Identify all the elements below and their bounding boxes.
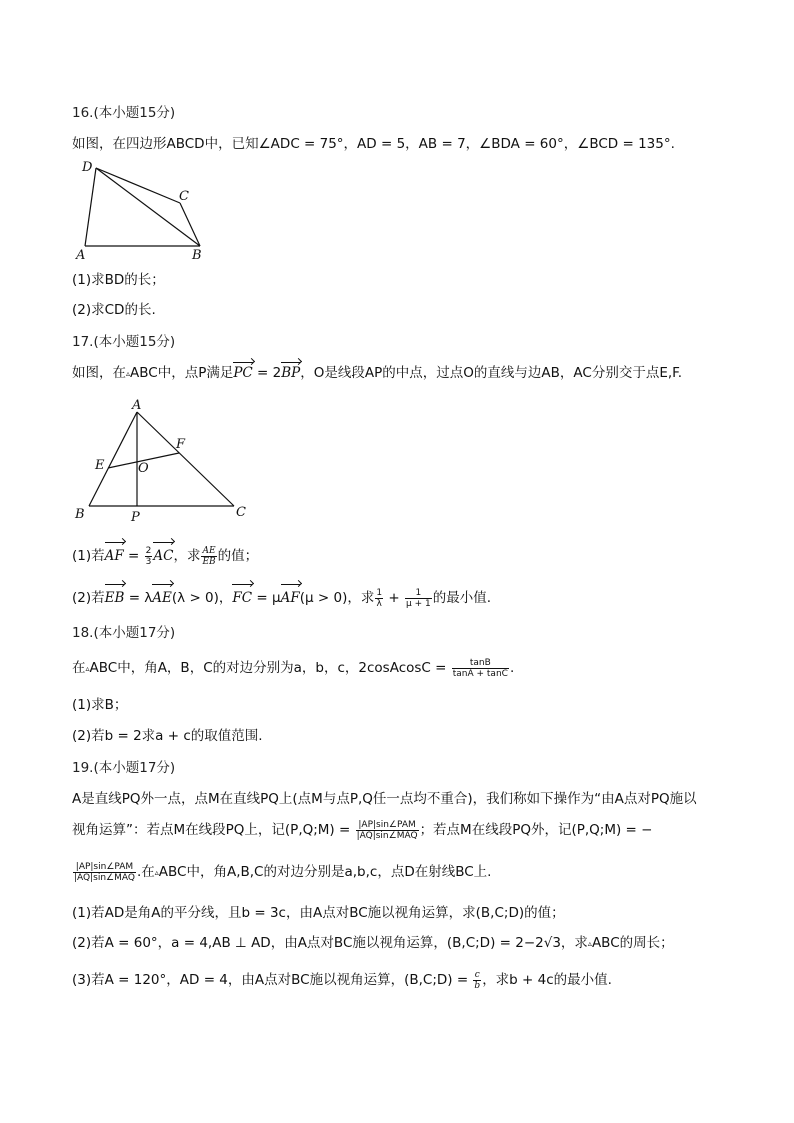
denominator: μ + 1 <box>405 598 431 609</box>
text: = 2 <box>252 365 282 381</box>
text: 的值； <box>217 548 259 564</box>
numerator: |AP|sin∠PAM <box>73 862 136 873</box>
fraction-ratio-outer <box>73 862 136 883</box>
vector-af: AF <box>105 544 124 568</box>
q16-part2: (2)求CD的长. <box>72 302 156 318</box>
text: (λ > 0)， <box>171 590 233 606</box>
text: 的最小值. <box>432 590 491 606</box>
numerator: |AP|sin∠PAM <box>356 820 419 831</box>
denominator: b <box>474 980 481 991</box>
fraction-c-over-b <box>473 970 481 991</box>
text: (3)若A = 120°，AD = 4，由A点对BC施以视角运算，(B,C;D) = <box>72 972 473 988</box>
denominator: |AQ|sin∠MAQ <box>356 830 418 841</box>
denominator: EB <box>202 556 216 567</box>
q19-part3 <box>72 968 612 992</box>
denominator: tanA + tanC <box>452 668 508 679</box>
text: ，求b + 4c的最小值. <box>482 972 612 988</box>
label-A: A <box>132 398 142 413</box>
q19-part2 <box>72 934 674 953</box>
numerator: 2 <box>145 545 152 556</box>
denominator: λ <box>376 598 382 609</box>
fraction-two-thirds <box>145 546 153 567</box>
q17-part2 <box>72 586 491 610</box>
edge-AD <box>85 168 96 246</box>
q18-part2: (2)若b = 2求a + c的取值范围. <box>72 728 263 744</box>
text: ABC的周长； <box>591 935 674 951</box>
text: (1)若 <box>72 548 105 564</box>
q16-part1: (1)求BD的长； <box>72 272 165 288</box>
edge-DB <box>96 168 200 246</box>
vector-ac: AC <box>153 544 173 568</box>
label-C: C <box>236 505 246 520</box>
q17-figure <box>72 394 256 526</box>
text: + <box>384 590 404 606</box>
label-F: F <box>176 437 186 452</box>
q16-figure <box>74 156 214 262</box>
q19-header: 19.(本小题17分) <box>72 760 176 776</box>
text: ；若点M在线段PQ外，记(P,Q;M) = − <box>419 822 653 838</box>
text: (2)若A = 60°，a = 4,AB ⊥ AD，由A点对BC施以视角运算，(B,C;D) = 2−2√3，求 <box>72 935 588 951</box>
label-B: B <box>75 507 85 522</box>
text: ABC中，角A，B，C的对边分别为a，b，c，2cosAcosC = <box>89 660 451 676</box>
q18-part1: (1)求B； <box>72 697 128 713</box>
fraction-one-over-mu-plus-one <box>405 588 432 609</box>
vector-ae: AE <box>152 586 172 610</box>
label-A: A <box>76 248 86 262</box>
label-D: D <box>82 160 93 175</box>
text: = <box>123 548 144 564</box>
text: = λ <box>124 590 153 606</box>
text: = μ <box>252 590 281 606</box>
label-O: O <box>138 461 149 476</box>
text: ，求 <box>173 548 201 564</box>
text: (μ > 0)，求 <box>299 590 375 606</box>
vector-pc: PC <box>233 365 253 381</box>
label-C: C <box>179 189 189 204</box>
q17-header: 17.(本小题15分) <box>72 334 176 350</box>
text: (2)若 <box>72 590 105 606</box>
q17-part1 <box>72 544 258 568</box>
vector-fc: FC <box>232 586 252 610</box>
denominator: 3 <box>145 556 152 567</box>
q16-header: 16.(本小题15分) <box>72 105 176 121</box>
fraction-one-over-lambda <box>375 588 383 609</box>
q19-line1: A是直线PQ外一点，点M在直线PQ上(点M与点P,Q任一点均不重合)，我们称如下操作为“由A点对PQ施以 <box>72 791 697 807</box>
q18-header: 18.(本小题17分) <box>72 625 176 641</box>
denominator: |AQ|sin∠MAQ <box>74 872 135 883</box>
vector-af: AF <box>281 586 300 610</box>
triangle-symbol: ▵ <box>154 868 159 877</box>
q19-part1: (1)若AD是角A的平分线，且b = 3c，由A点对BC施以视角运算，求(B,C;D)的值； <box>72 905 565 921</box>
edge-DC <box>96 168 180 203</box>
q18-stem <box>72 656 514 681</box>
text: ABC中，点P满足 <box>130 365 234 381</box>
label-B: B <box>192 248 202 262</box>
label-E: E <box>95 458 105 473</box>
fraction-ae-eb <box>201 546 216 567</box>
fraction-ratio-inner <box>356 820 419 841</box>
triangle-symbol: ▵ <box>85 664 90 673</box>
vector-eb: EB <box>105 586 125 610</box>
triangle-symbol: ▵ <box>587 939 592 948</box>
vector-bp: BP <box>281 365 301 381</box>
text: .在 <box>136 864 155 880</box>
numerator: AE <box>202 545 216 556</box>
triangle-symbol: ▵ <box>126 369 131 378</box>
edge-CB <box>180 203 200 246</box>
label-P: P <box>131 510 140 525</box>
text: 视角运算”：若点M在线段PQ上，记(P,Q;M) = <box>72 822 355 838</box>
text: 如图，在 <box>72 365 126 381</box>
q19-line3 <box>72 859 491 886</box>
numerator: c <box>474 969 480 980</box>
text: 在 <box>72 660 86 676</box>
fraction-tan <box>452 658 509 679</box>
q19-line2 <box>72 817 652 843</box>
text: ，O是线段AP的中点，过点O的直线与边AB，AC分别交于点E,F. <box>300 365 683 381</box>
q17-stem <box>72 364 682 383</box>
numerator: 1 <box>376 587 383 598</box>
numerator: tanB <box>452 658 509 669</box>
text: . <box>509 660 515 676</box>
numerator: 1 <box>405 588 432 599</box>
q16-stem: 如图，在四边形ABCD中，已知∠ADC = 75°，AD = 5，AB = 7，∠BDA = 60°，∠BCD = 135°. <box>72 136 675 152</box>
text: ABC中，角A,B,C的对边分别是a,b,c，点D在射线BC上. <box>158 864 492 880</box>
